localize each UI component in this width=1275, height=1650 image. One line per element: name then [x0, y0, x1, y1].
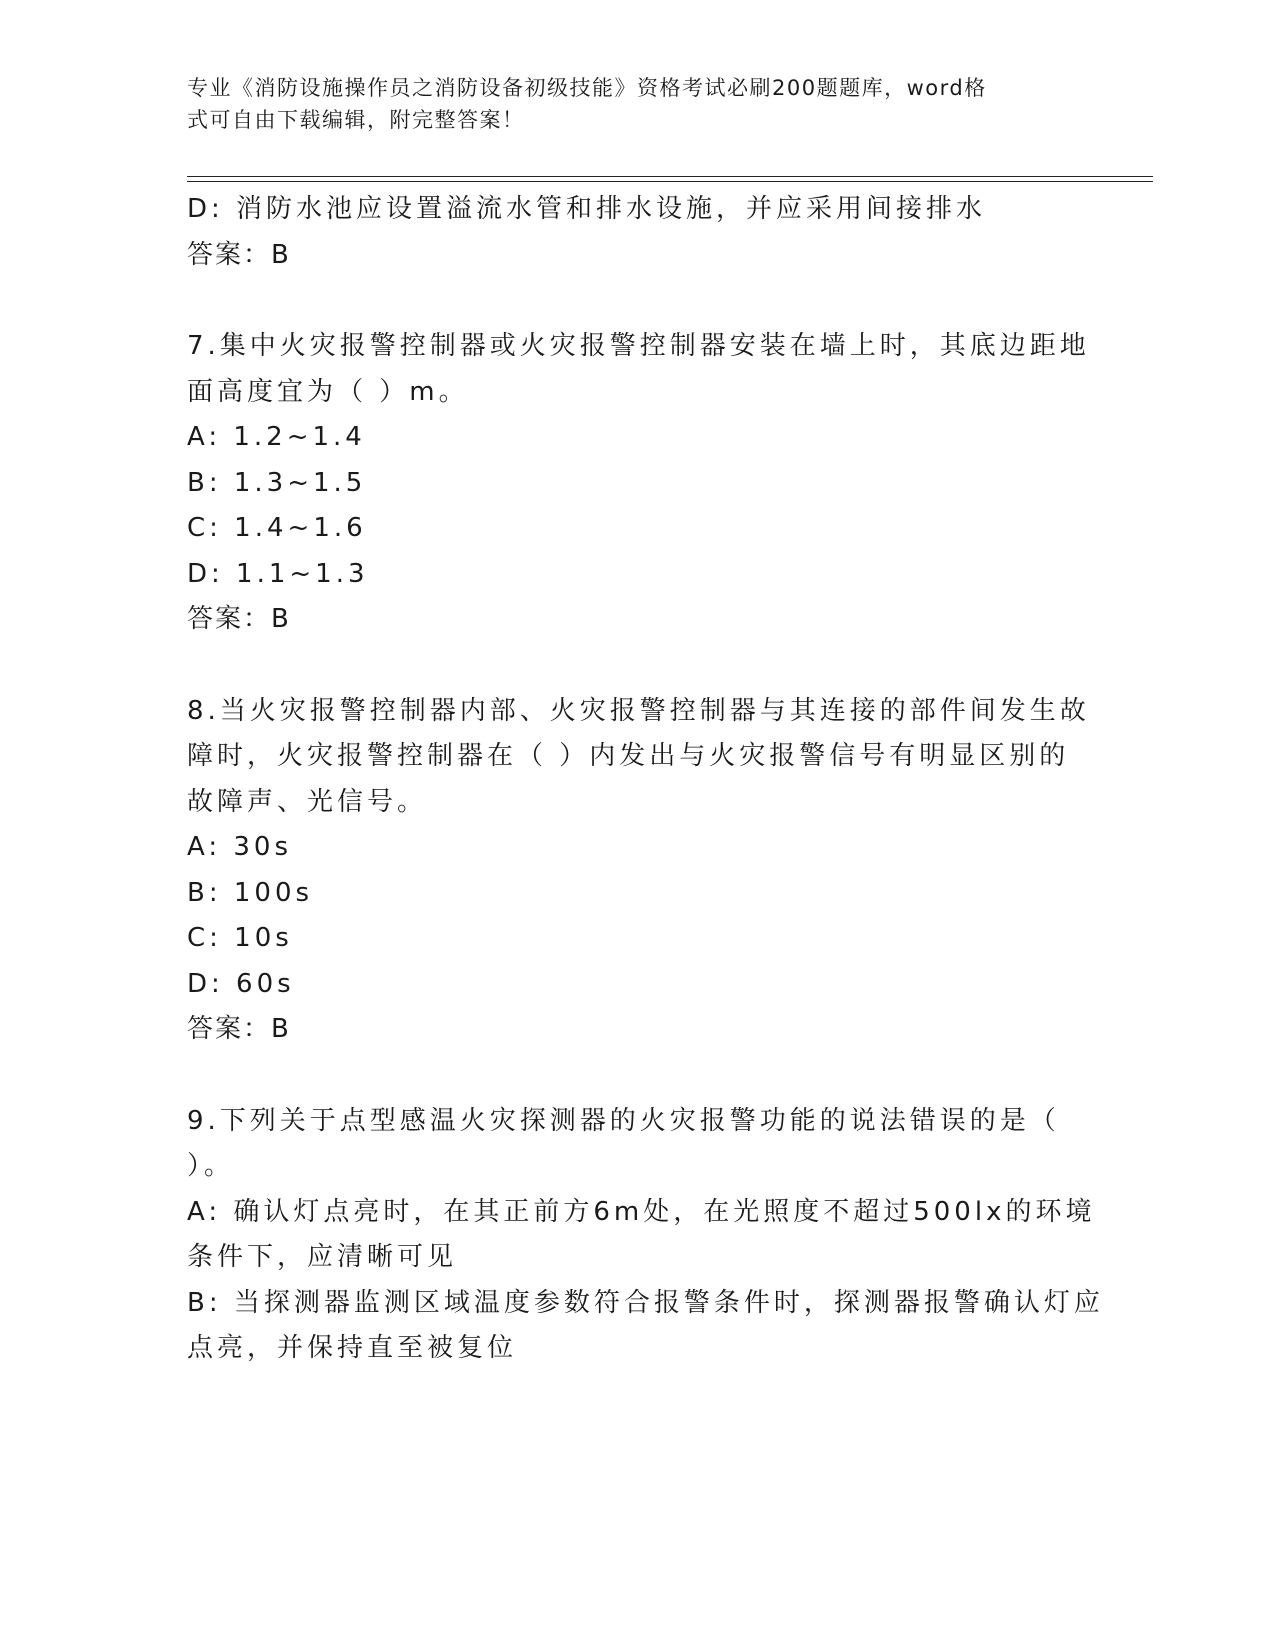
question-stem-line: ）。 — [187, 1151, 235, 1181]
option-d: D: 1.1~1.3 — [187, 558, 369, 589]
question-9 — [187, 1099, 1104, 1372]
question-7 — [187, 324, 1090, 643]
header-divider-bottom — [187, 181, 1153, 182]
option-b: B: 1.3~1.5 — [187, 467, 367, 498]
spacer — [187, 643, 1087, 689]
question-stem-line: 故障声、光信号。 — [187, 786, 428, 817]
header-divider-top — [187, 176, 1153, 177]
option-c: C: 1.4~1.6 — [187, 513, 367, 543]
question-stem-line: 面高度宜为（ ）m。 — [187, 376, 469, 407]
question-stem-line: 7.集中火灾报警控制器或火灾报警控制器安装在墙上时，其底边距地 — [187, 331, 1090, 361]
question-stem-line: 9.下列关于点型感温火灾探测器的火灾报警功能的说法错误的是（ — [187, 1105, 1060, 1136]
spacer — [187, 278, 1087, 324]
answer-line: 答案：B — [187, 239, 291, 270]
header-title-line-1: 专业《消防设施操作员之消防设备初级技能》资格考试必刷200题题库，word格 — [187, 76, 987, 100]
answer-line: 答案：B — [187, 1014, 291, 1044]
option-b: B: 当探测器监测区域温度参数符合报警条件时，探测器报警确认灯应 — [187, 1287, 1104, 1318]
answer-line: 答案：B — [187, 604, 291, 634]
option-a-continued: 条件下，应清晰可见 — [187, 1242, 458, 1272]
option-a: A: 确认灯点亮时，在其正前方6m处，在光照度不超过500lx的环境 — [187, 1196, 1096, 1227]
option-b-continued: 点亮，并保持直至被复位 — [187, 1333, 518, 1363]
option-d: D: 60s — [187, 968, 295, 999]
document-header — [187, 72, 1067, 136]
question-8 — [187, 689, 1090, 1053]
option-c: C: 10s — [187, 923, 293, 953]
question-list — [187, 187, 1104, 1372]
spacer — [187, 1053, 1087, 1099]
option-a: A: 1.2~1.4 — [187, 422, 366, 452]
option-d: D: 消防水池应设置溢流水管和排水设施，并应采用间接排水 — [187, 194, 987, 224]
question-stem-line: 8.当火灾报警控制器内部、火灾报警控制器与其连接的部件间发生故 — [187, 695, 1090, 726]
option-a: A: 30s — [187, 832, 292, 862]
prev-question-tail — [187, 187, 1087, 278]
header-title-line-2: 式可自由下载编辑，附完整答案！ — [187, 108, 525, 132]
option-b: B: 100s — [187, 877, 314, 908]
question-stem-line: 障时，火灾报警控制器在（ ）内发出与火灾报警信号有明显区别的 — [187, 741, 1070, 771]
